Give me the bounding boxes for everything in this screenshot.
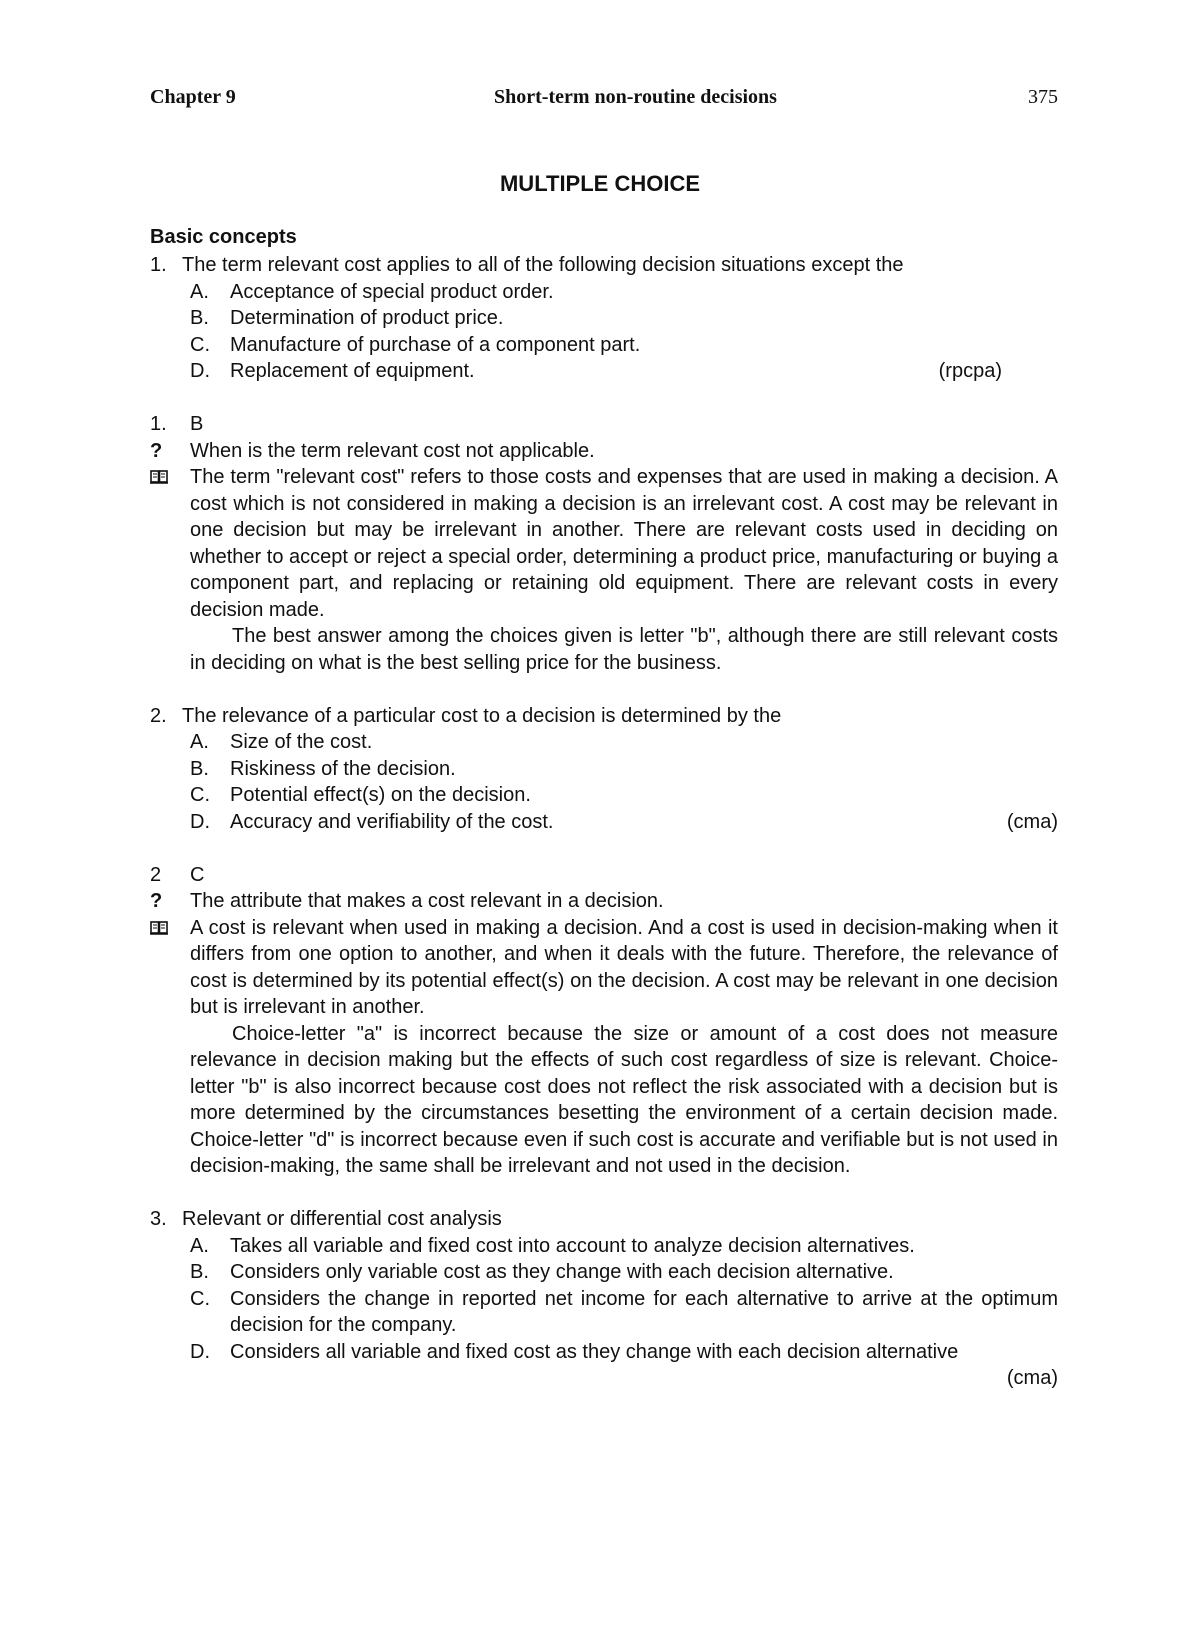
answer-letter: B bbox=[190, 413, 204, 435]
question-number: 2. bbox=[150, 704, 167, 727]
explanation-paragraph: A cost is relevant when used in making a decision. And a cost is used in decision-making when it differs from one option to another, and when it deals with the future. Therefore, the relevance of cost is determined by its potential effect(s) on the decision. A cost may be relevant in one decision but is irrelevant in another. bbox=[190, 916, 1058, 1018]
answer-line bbox=[150, 411, 1058, 438]
question-source: (rpcpa) bbox=[938, 360, 1002, 382]
option-text: Manufacture of purchase of a component part. bbox=[230, 333, 641, 356]
chapter-label: Chapter 9 bbox=[150, 86, 236, 108]
option-letter: C. bbox=[190, 784, 210, 806]
option-text: Replacement of equipment. bbox=[230, 360, 475, 382]
explanation-paragraph: The term "relevant cost" refers to those costs and expenses that are used in making a decision. A cost which is not considered in making a decision is an irrelevant cost. A cost may be relevant in one decision but may be irrelevant in another. There are relevant costs used in deciding on whether to accept or reject a special order, determining a product price, manufacturing or buying a component part, and replacing or retaining old equipment. There are relevant costs in every decision made. bbox=[190, 466, 1058, 621]
questions-content bbox=[150, 252, 1058, 1389]
option-letter: B. bbox=[190, 307, 209, 329]
question-mark-icon: ? bbox=[150, 890, 163, 912]
option-c bbox=[150, 332, 1058, 359]
hint-text: The attribute that makes a cost relevant in a decision. bbox=[190, 890, 664, 912]
option-letter: D. bbox=[190, 360, 210, 382]
option-b bbox=[150, 1259, 1058, 1286]
explanation-block bbox=[150, 464, 1058, 676]
answer-number: 2 bbox=[150, 863, 162, 886]
option-d bbox=[150, 1339, 1058, 1389]
option-c bbox=[150, 782, 1058, 809]
option-d bbox=[150, 358, 1058, 385]
question-text: Relevant or differential cost analysis bbox=[182, 1208, 502, 1230]
option-a bbox=[150, 1233, 1058, 1260]
option-text: Considers the change in reported net income for each alternative to arrive at the optimum decision for the company. bbox=[230, 1287, 1058, 1336]
option-text: Potential effect(s) on the decision. bbox=[230, 784, 531, 806]
option-b bbox=[150, 756, 1058, 783]
option-text: Accuracy and verifiability of the cost. bbox=[230, 810, 554, 833]
option-b bbox=[150, 305, 1058, 332]
running-header bbox=[150, 86, 1058, 116]
option-letter: B. bbox=[190, 757, 209, 780]
option-letter: A. bbox=[190, 1234, 209, 1257]
option-letter: B. bbox=[190, 1261, 209, 1283]
option-d bbox=[150, 809, 1058, 836]
option-a bbox=[150, 729, 1058, 756]
book-icon bbox=[150, 470, 168, 484]
option-letter: C. bbox=[190, 333, 210, 356]
section-title: MULTIPLE CHOICE bbox=[499, 171, 701, 196]
chapter-title: Short-term non-routine decisions bbox=[494, 86, 777, 108]
answer-number: 1. bbox=[150, 413, 167, 435]
explanation-block bbox=[150, 915, 1058, 1180]
option-letter: D. bbox=[190, 1340, 210, 1363]
answer-letter: C bbox=[190, 863, 205, 886]
subsection-title: Basic concepts bbox=[150, 226, 297, 248]
explanation-paragraph: Choice-letter "a" is incorrect because the size or amount of a cost does not measure relevance in decision making but the effects of such cost regardless of size is relevant. Choice-letter "b" is also incorrect because cost does not reflect the risk associated with a decision but is more determined by the circumstances besetting the environment of a certain decision made. Choice-letter "d" is incorrect because even if such cost is accurate and verifiable but is not used in decision-making, the same shall be irrelevant and not used in the decision. bbox=[190, 1022, 1058, 1177]
question-number: 3. bbox=[150, 1208, 167, 1230]
question-number: 1. bbox=[150, 254, 167, 276]
option-c bbox=[150, 1286, 1058, 1339]
hint-line bbox=[150, 888, 1058, 915]
question-mark-icon: ? bbox=[150, 439, 163, 462]
option-text: Size of the cost. bbox=[230, 731, 373, 753]
page-number: 375 bbox=[1028, 86, 1058, 108]
hint-line bbox=[150, 438, 1058, 465]
question-3 bbox=[150, 1206, 1058, 1233]
question-source: (cma) bbox=[1006, 1367, 1058, 1389]
answer-line bbox=[150, 862, 1058, 889]
option-letter: A. bbox=[190, 280, 209, 303]
option-letter: C. bbox=[190, 1287, 210, 1310]
option-text: Acceptance of special product order. bbox=[230, 280, 554, 303]
explanation-paragraph: The best answer among the choices given is letter "b", although there are still relevant costs in deciding on what is the best selling price for the business. bbox=[190, 625, 1058, 674]
question-source: (cma) bbox=[1006, 810, 1058, 833]
question-1 bbox=[150, 252, 1058, 279]
option-text: Takes all variable and fixed cost into account to analyze decision alternatives. bbox=[230, 1234, 915, 1257]
question-text: The term relevant cost applies to all of the following decision situations except the bbox=[182, 254, 904, 276]
option-letter: A. bbox=[190, 731, 209, 753]
option-text: Riskiness of the decision. bbox=[230, 757, 456, 780]
option-text: Considers all variable and fixed cost as they change with each decision alternative bbox=[230, 1340, 959, 1363]
option-letter: D. bbox=[190, 810, 210, 833]
option-a bbox=[150, 279, 1058, 306]
question-text: The relevance of a particular cost to a decision is determined by the bbox=[182, 704, 782, 727]
option-text: Determination of product price. bbox=[230, 307, 504, 329]
hint-text: When is the term relevant cost not applicable. bbox=[190, 439, 595, 462]
option-text: Considers only variable cost as they change with each decision alternative. bbox=[230, 1261, 894, 1283]
book-icon bbox=[150, 921, 168, 935]
question-2 bbox=[150, 703, 1058, 730]
